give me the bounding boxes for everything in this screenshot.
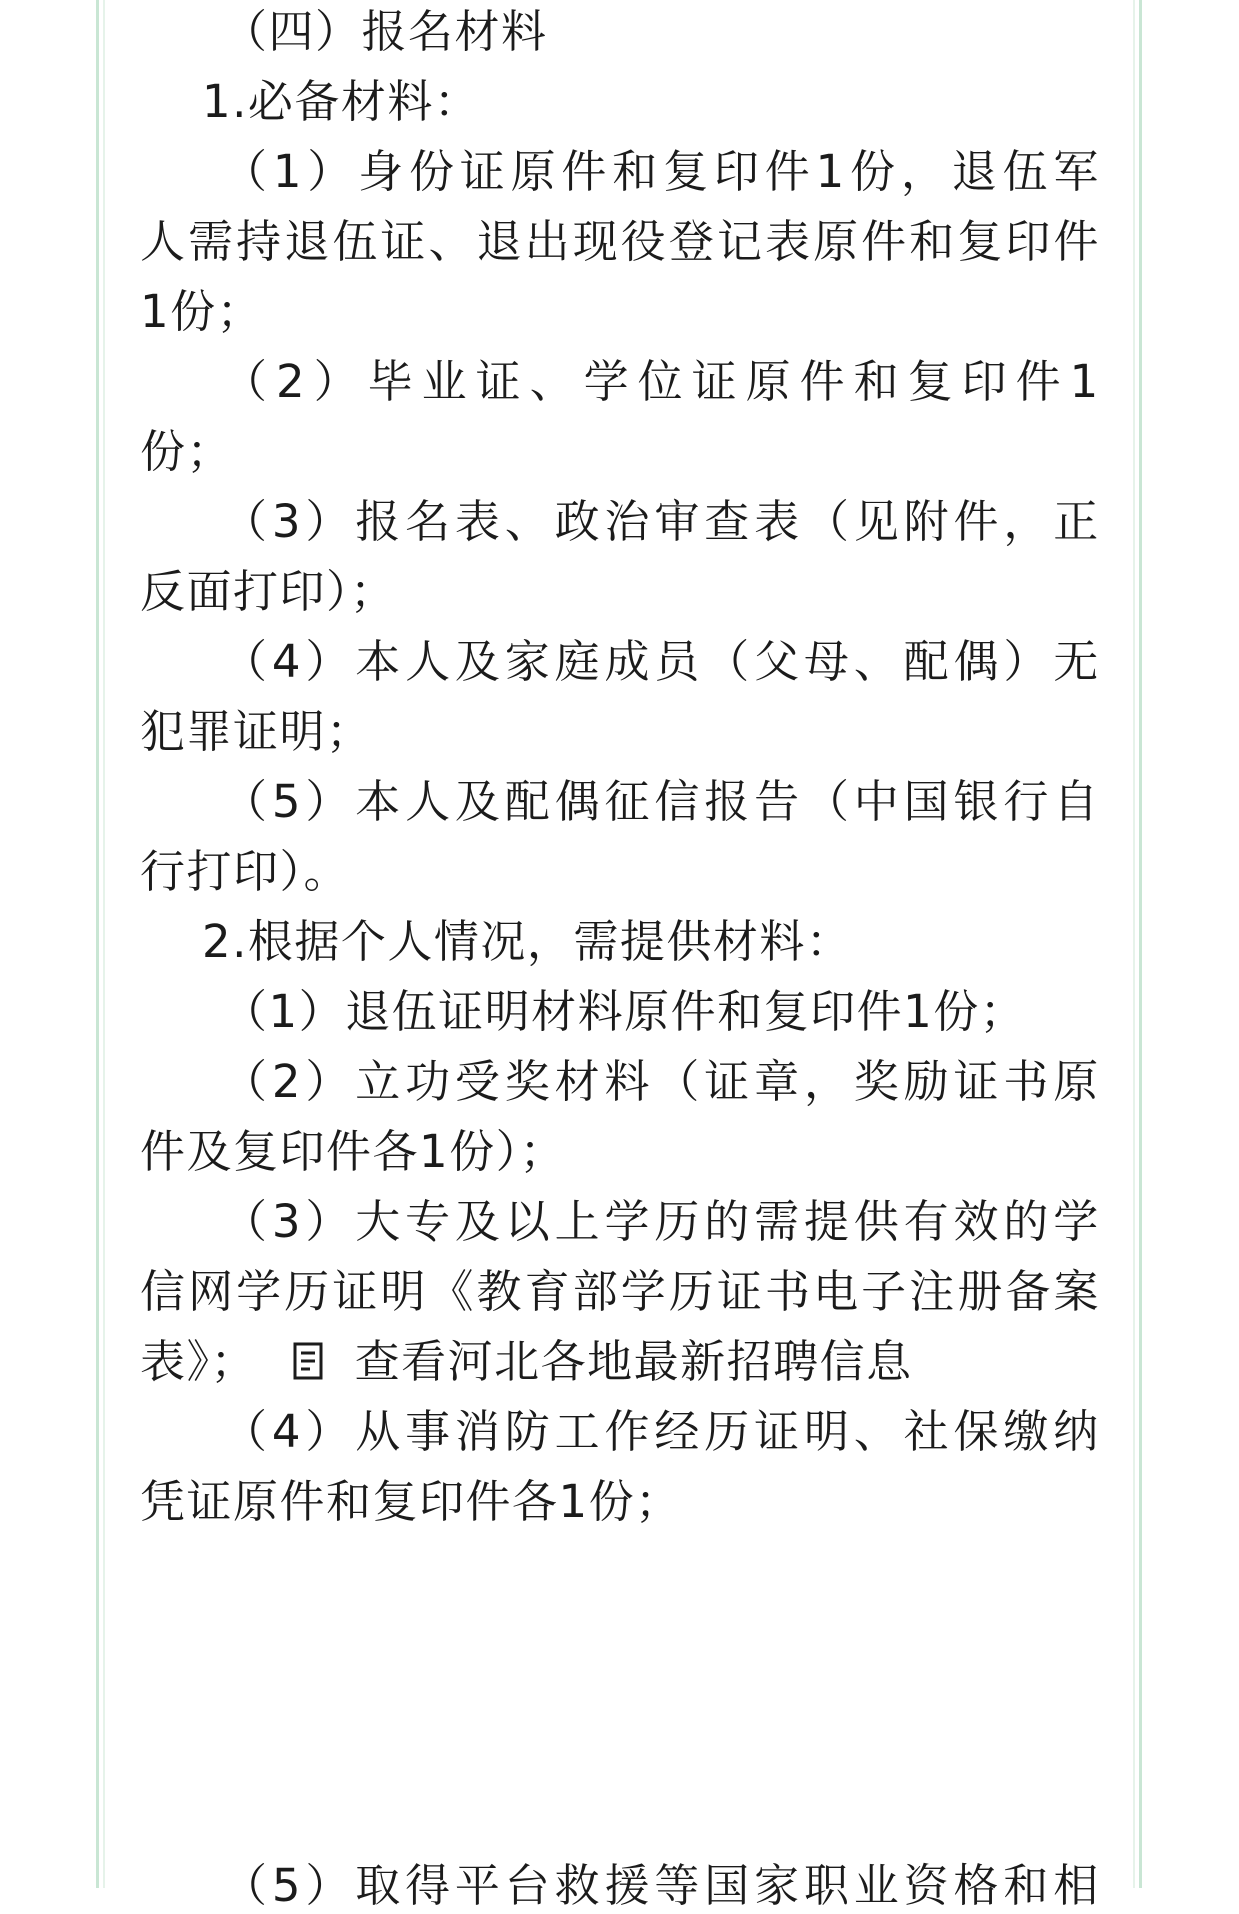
optional-item-3-line-1: （ 3 ） 大 专 及 以 上 学 历 的 需 提 供 有 效 的 学 xyxy=(222,1195,1100,1248)
required-item-1-line-2: 人 需 持 退 伍 证 、 退 出 现 役 登 记 表 原 件 和 复 印 件 xyxy=(140,215,1100,268)
required-item-2-line-2: 份； xyxy=(140,425,234,478)
optional-item-3-line-3-text: 表》； xyxy=(140,1335,258,1388)
required-item-1-line-1: （ 1 ） 身 份 证 原 件 和 复 印 件 1 份 ， 退 伍 军 xyxy=(222,145,1100,198)
news-icon xyxy=(293,1341,325,1381)
required-item-2-line-1: （ 2 ） 毕 业 证 、 学 位 证 原 件 和 复 印 件 1 xyxy=(222,355,1100,408)
optional-item-4-line-1: （ 4 ） 从 事 消 防 工 作 经 历 证 明 、 社 保 缴 纳 xyxy=(222,1405,1100,1458)
optional-item-1-line-1: （1）退伍证明材料原件和复印件1份； xyxy=(222,985,1027,1038)
optional-item-2-line-1: （ 2 ） 立 功 受 奖 材 料 （ 证 章 ， 奖 励 证 书 原 xyxy=(222,1055,1100,1108)
required-item-4-line-1: （ 4 ） 本 人 及 家 庭 成 员 （ 父 母 、 配 偶 ） 无 xyxy=(222,635,1100,688)
inline-link-text[interactable]: 查看河北各地最新招聘信息 xyxy=(354,1335,913,1388)
optional-item-3-line-2: 信 网 学 历 证 明 《 教 育 部 学 历 证 书 电 子 注 册 备 案 xyxy=(140,1265,1100,1318)
optional-heading: 2.根据个人情况，需提供材料： xyxy=(202,915,853,968)
required-item-3-line-2: 反面打印）； xyxy=(140,565,397,618)
required-item-4-line-2: 犯罪证明； xyxy=(140,705,373,758)
required-item-5-line-1: （ 5 ） 本 人 及 配 偶 征 信 报 告 （ 中 国 银 行 自 xyxy=(222,775,1100,828)
required-item-1-line-3: 1份； xyxy=(140,285,264,338)
required-heading: 1.必备材料： xyxy=(202,75,481,128)
optional-item-3-line-3 xyxy=(140,1334,913,1390)
optional-item-4-line-2: 凭证原件和复印件各1份； xyxy=(140,1475,682,1528)
section-title: （四）报名材料 xyxy=(222,5,548,58)
inline-link[interactable] xyxy=(273,1335,913,1388)
required-item-5-line-2: 行打印）。 xyxy=(140,845,351,898)
required-item-3-line-1: （ 3 ） 报 名 表 、 政 治 审 查 表 （ 见 附 件 ， 正 xyxy=(222,495,1100,548)
optional-item-5-line-1: （ 5 ） 取 得 平 台 救 援 等 国 家 职 业 资 格 和 相 xyxy=(222,1859,1100,1912)
optional-item-2-line-2: 件及复印件各1份）； xyxy=(140,1125,567,1178)
